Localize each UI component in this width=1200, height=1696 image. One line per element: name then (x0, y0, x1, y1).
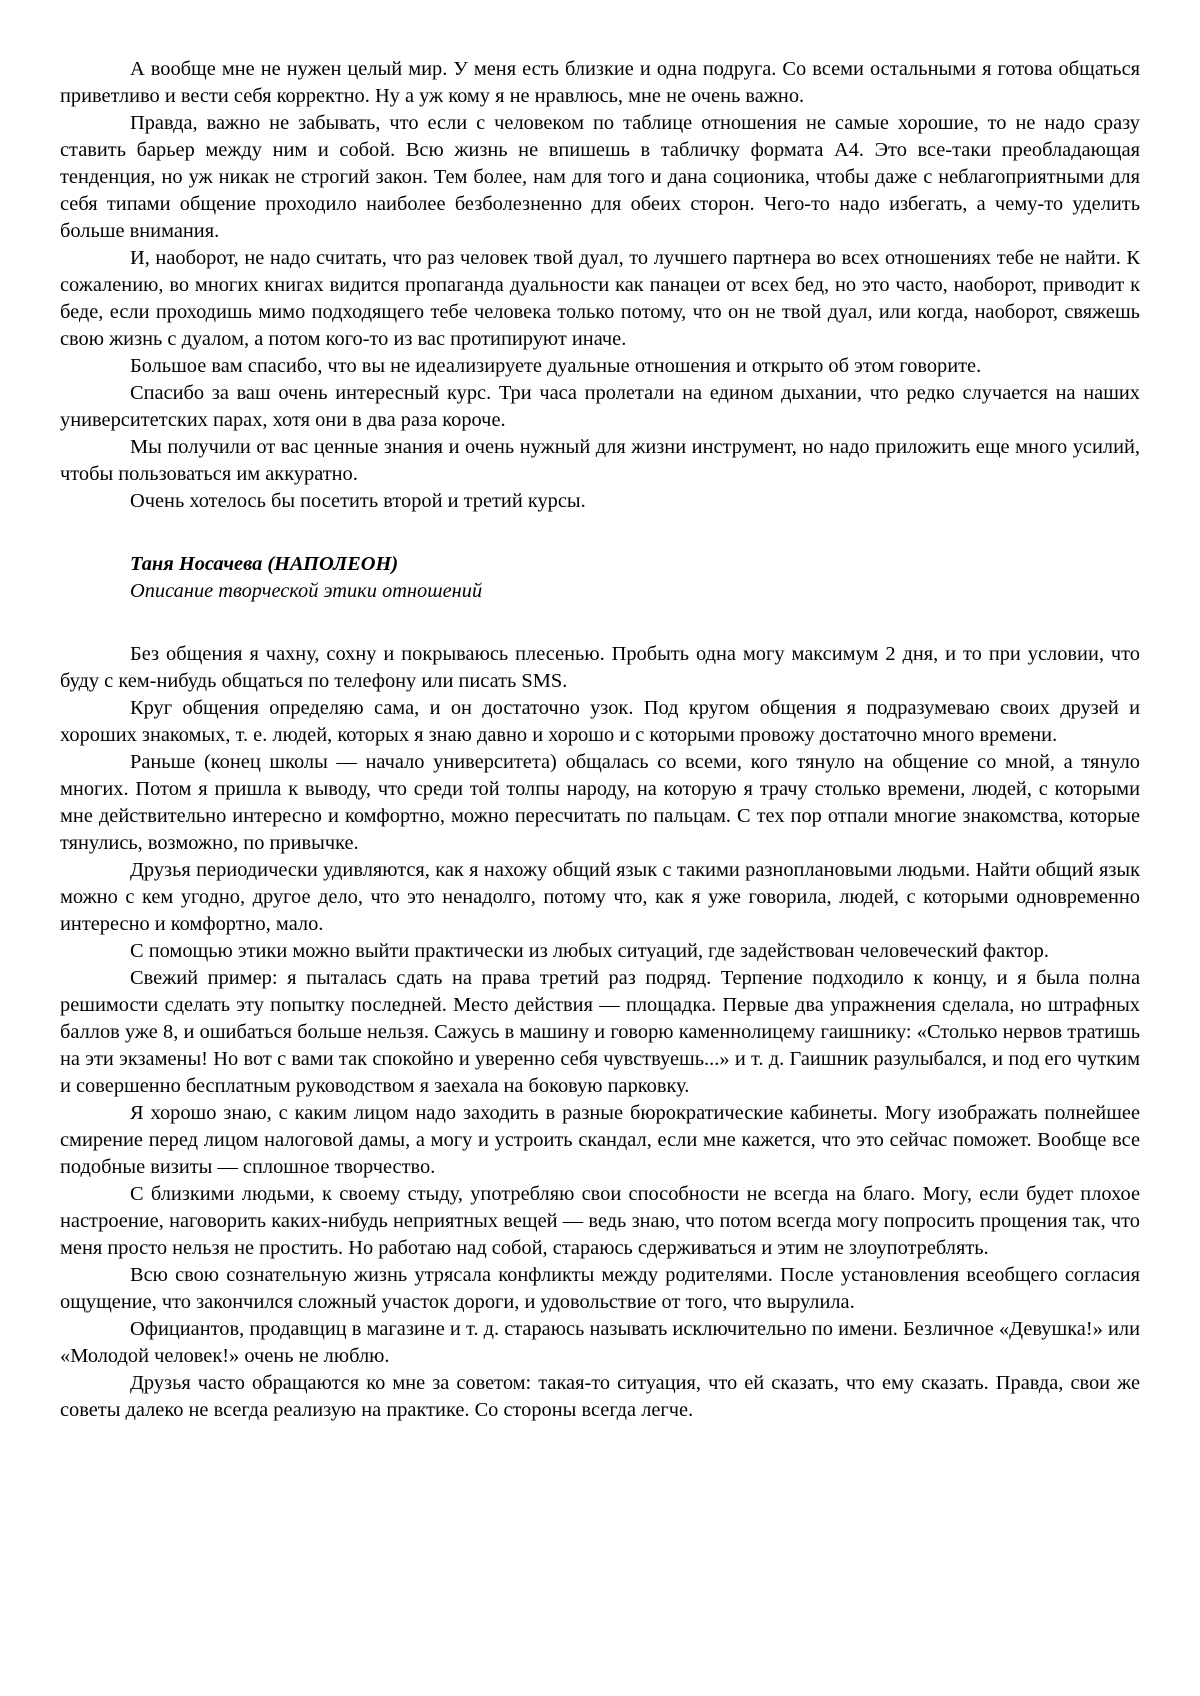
paragraph: Друзья часто обращаются ко мне за советом: такая-то ситуация, что ей сказать, что ему сказать. Правда, свои же советы далеко не всегда реализую на практике. Со стороны всегда легче. (60, 1372, 1140, 1421)
section-reviews (60, 56, 1140, 515)
document-page (60, 56, 1140, 1424)
paragraph: Друзья периодически удивляются, как я нахожу общий язык с такими разноплановыми людьми. Найти общий язык можно с кем угодно, другое дело, что это ненадолго, потому что, как я уже говорила, людей, с которыми одновременно интересно и комфортно, мало. (60, 859, 1140, 935)
paragraph: Большое вам спасибо, что вы не идеализируете дуальные отношения и открыто об этом говорите. (130, 355, 982, 377)
paragraph: Мы получили от вас ценные знания и очень нужный для жизни инструмент, но надо приложить еще много усилий, чтобы пользоваться им аккуратно. (60, 436, 1140, 485)
paragraph: Правда, важно не забывать, что если с человеком по таблице отношения не самые хорошие, то не надо сразу ставить барьер между ним и собой. Всю жизнь не впишешь в табличку формата А4. Это все-таки преобладающая тенденция, но уж никак не строгий закон. Тем более, нам для того и дана соционика, чтобы даже с неблагоприятными для себя типами общение проходило наиболее безболезненно для обеих сторон. Чего-то надо избегать, а чему-то уделить больше внимания. (60, 112, 1140, 242)
paragraph: Я хорошо знаю, с каким лицом надо заходить в разные бюрократические кабинеты. Могу изображать полнейшее смирение перед лицом налоговой дамы, а могу и устроить скандал, если мне кажется, что это сейчас поможет. Вообще все подобные визиты — сплошное творчество. (60, 1102, 1140, 1178)
paragraph: Без общения я чахну, сохну и покрываюсь плесенью. Пробыть одна могу максимум 2 дня, и то при условии, что буду с кем-нибудь общаться по телефону или писать SMS. (60, 643, 1140, 692)
paragraph: Спасибо за ваш очень интересный курс. Три часа пролетали на едином дыхании, что редко случается на наших университетских парах, хотя они в два раза короче. (60, 382, 1140, 431)
paragraph: Официантов, продавщиц в магазине и т. д. стараюсь называть исключительно по имени. Безличное «Девушка!» или «Молодой человек!» очень не люблю. (60, 1318, 1140, 1367)
section-author (60, 551, 1140, 1424)
subtitle-gap (60, 605, 1140, 641)
paragraph: Круг общения определяю сама, и он достаточно узок. Под кругом общения я подразумеваю своих друзей и хороших знакомых, т. е. людей, которых я знаю давно и хорошо и с которыми провожу достаточно много времени. (60, 697, 1140, 746)
paragraph: И, наоборот, не надо считать, что раз человек твой дуал, то лучшего партнера во всех отношениях тебе не найти. К сожалению, во многих книгах видится пропаганда дуальности как панацеи от всех бед, но это часто, наоборот, приводит к беде, если проходишь мимо подходящего тебе человека только потому, что он не твой дуал, или когда, наоборот, свяжешь свою жизнь с дуалом, а потом кого-то из вас протипируют иначе. (60, 247, 1140, 350)
paragraph: С близкими людьми, к своему стыду, употребляю свои способности не всегда на благо. Могу, если будет плохое настроение, наговорить каких-нибудь неприятных вещей — ведь знаю, что потом всегда могу попросить прощения так, что меня просто нельзя не простить. Но работаю над собой, стараюсь сдерживаться и этим не злоупотреблять. (60, 1183, 1140, 1259)
paragraph: Раньше (конец школы — начало университета) общалась со всеми, кого тянуло на общение со мной, а тянуло многих. Потом я пришла к выводу, что среди той толпы народу, на которую я трачу столько времени, людей, с которыми мне действительно интересно и комфортно, можно пересчитать по пальцам. С тех пор отпали многие знакомства, которые тянулись, возможно, по привычке. (60, 751, 1140, 854)
paragraph: Очень хотелось бы посетить второй и третий курсы. (130, 490, 586, 512)
author-heading: Таня Носачева (НАПОЛЕОН) (130, 553, 399, 575)
section-gap (60, 515, 1140, 551)
paragraph: Свежий пример: я пыталась сдать на права третий раз подряд. Терпение подходило к концу, и я была полна решимости сделать эту попытку последней. Место действия — площадка. Первые два упражнения сделала, но штрафных баллов уже 8, и ошибаться больше нельзя. Сажусь в машину и говорю каменнолицему гаишнику: «Столько нервов тратишь на эти экзамены! Но вот с вами так спокойно и уверенно себя чувствуешь...» и т. д. Гаишник разулыбался, и под его чутким и совершенно бесплатным руководством я заехала на боковую парковку. (60, 967, 1140, 1097)
paragraph: С помощью этики можно выйти практически из любых ситуаций, где задействован человеческий фактор. (130, 940, 1049, 962)
paragraph: Всю свою сознательную жизнь утрясала конфликты между родителями. После установления всеобщего согласия ощущение, что закончился сложный участок дороги, и удовольствие от того, что вырулила. (60, 1264, 1140, 1313)
paragraph: А вообще мне не нужен целый мир. У меня есть близкие и одна подруга. Со всеми остальными я готова общаться приветливо и вести себя корректно. Ну а уж кому я не нравлюсь, мне не очень важно. (60, 58, 1140, 107)
section-subtitle: Описание творческой этики отношений (130, 580, 483, 602)
